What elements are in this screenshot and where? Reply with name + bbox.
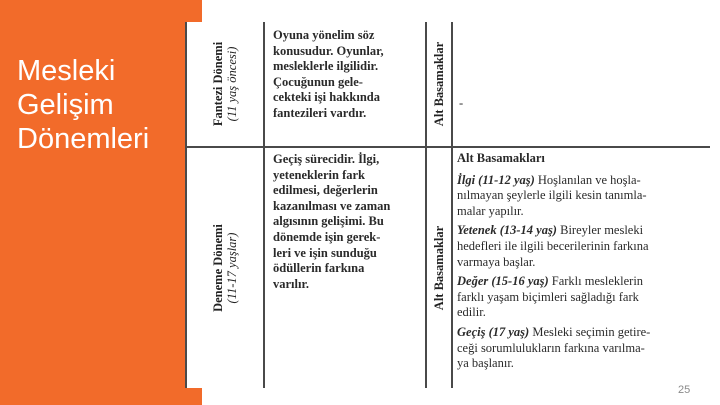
stage-name: Yetenek (13-14 yaş) <box>457 223 557 238</box>
stage-text: nılmayan şeylerle ilgili kesin tanımla- <box>457 188 647 203</box>
title-panel <box>0 0 202 405</box>
text-line: Oyuna yönelim söz <box>273 28 375 42</box>
stage-text: Farklı mesleklerin <box>551 274 644 289</box>
substeps-label: Alt Basamaklar <box>432 225 446 311</box>
text-line: cekteki işi hakkında <box>273 90 380 105</box>
stage-name: Geçiş (17 yaş) <box>457 324 530 339</box>
text-line: varılır. <box>273 276 309 291</box>
text-line: ödüllerin farkına <box>273 261 365 276</box>
table-divider <box>263 22 265 388</box>
period-name: Fantezi Dönemi <box>211 41 226 127</box>
fantezi-description <box>273 28 384 122</box>
deneme-substeps-label <box>427 148 451 388</box>
title-line: Dönemleri <box>17 123 150 155</box>
deneme-period-label <box>187 148 263 388</box>
text-line: yeteneklerin fark <box>273 167 365 182</box>
period-name: Deneme Dönemi <box>211 224 226 312</box>
text-line: Geçiş sürecidir. İlgi, <box>273 152 380 166</box>
stage-text: hedefleri ile ilgili becerilerinin farkına <box>457 238 649 253</box>
text-line: kazanılması ve zaman <box>273 198 391 213</box>
text-line: leri ve işin sunduğu <box>273 245 377 260</box>
text-line: dönemde işin gerek- <box>273 229 381 244</box>
page-number: 25 <box>678 384 691 396</box>
deneme-substeps <box>457 151 650 372</box>
career-stages-table <box>185 22 710 388</box>
deneme-description <box>273 152 390 292</box>
table-divider <box>451 22 453 388</box>
title-line: Mesleki <box>17 55 116 87</box>
substeps-header: Alt Basamakları <box>457 151 545 165</box>
text-line: Çocuğunun gele- <box>273 74 363 89</box>
stage-text: edilir. <box>457 305 486 320</box>
slide-title <box>17 54 197 156</box>
stage-text: farklı yaşam biçimleri sağladığı fark <box>457 289 639 304</box>
text-line: mesleklerle ilgilidir. <box>273 59 379 74</box>
period-age: (11-17 yaşlar) <box>225 232 240 304</box>
substeps-label: Alt Basamaklar <box>432 41 446 127</box>
stage-text: varmaya başlar. <box>457 254 536 269</box>
stage-text: malar yapılır. <box>457 203 524 218</box>
text-line: konusudur. Oyunlar, <box>273 43 384 58</box>
stage-name: İlgi (11-12 yaş) <box>457 172 535 187</box>
title-line: Gelişim <box>17 89 114 121</box>
stage-text: ceği sorumlulukların farkına varılma- <box>457 340 645 355</box>
stage-text: Bireyler mesleki <box>560 223 644 238</box>
text-line: fantezileri vardır. <box>273 105 367 120</box>
fantezi-substeps-label <box>427 22 451 146</box>
text-line: edilmesi, değerlerin <box>273 183 378 198</box>
stage-name: Değer (15-16 yaş) <box>457 274 549 289</box>
stage-text: ya başlanır. <box>457 356 514 371</box>
stage-text: Mesleki seçimin getire- <box>532 324 651 339</box>
period-age: (11 yaş öncesi) <box>225 46 240 122</box>
fantezi-period-label <box>187 22 263 146</box>
text-line: algısının gelişimi. Bu <box>273 214 384 229</box>
stage-text: Hoşlanılan ve hoşla- <box>537 172 641 187</box>
fantezi-substeps-value: - <box>459 96 464 110</box>
